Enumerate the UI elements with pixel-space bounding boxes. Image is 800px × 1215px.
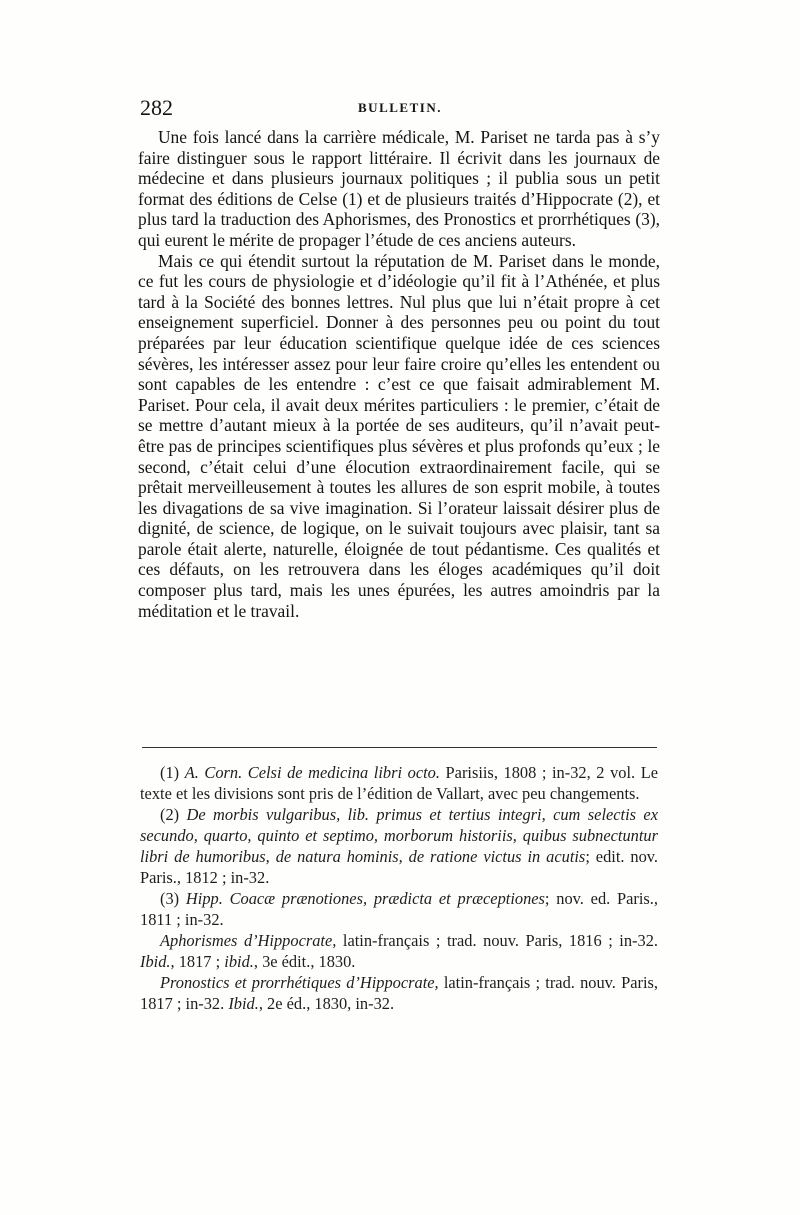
footnote-text: , 3e édit., 1830. bbox=[253, 952, 356, 971]
page-header bbox=[140, 94, 660, 122]
running-head: BULLETIN. bbox=[358, 100, 442, 115]
footnote-text: ; nov. ed. Paris., 1811 ; in-32. bbox=[140, 889, 658, 929]
footnote-5 bbox=[140, 972, 658, 1014]
footnote-ibid: Ibid. bbox=[140, 952, 171, 971]
footnote-text: , 2e éd., 1830, in-32. bbox=[258, 994, 395, 1013]
page-number: 282 bbox=[140, 95, 173, 120]
main-text bbox=[138, 127, 660, 621]
footnote-text: latin-français ; trad. nouv. Paris, 1817 ; in-32. bbox=[140, 973, 658, 1013]
footnote-mark: (2) bbox=[160, 805, 180, 824]
footnote-1 bbox=[140, 762, 658, 804]
footnote-title: A. Corn. Celsi de medicina libri octo. bbox=[184, 763, 440, 782]
footnote-text: Parisiis, 1808 ; in-32, 2 vol. Le texte et les divisions sont pris de l’édition de Vallart, avec peu changements. bbox=[140, 763, 658, 803]
footnote-4 bbox=[140, 930, 658, 972]
footnote-title: Aphorismes d’Hippocrate, bbox=[160, 931, 337, 950]
footnote-2 bbox=[140, 804, 658, 888]
paragraph: Mais ce qui étendit surtout la réputation de M. Pariset dans le monde, ce fut les cours de physiologie et d’idéologie qu’il fit à l’Athénée, et plus tard à la Société des bonnes lettres. Nul plus que lui n’était propre à cet enseignement superficiel. Donner à des personnes peu ou point du tout préparées par leur éducation scientifique quelque idée de ces sciences sévères, les intéresser assez pour leur faire croire qu’elles les entendent ou sont capables de les entendre : c’est ce que faisait admirablement M. Pariset. Pour cela, il avait deux mérites particuliers : le premier, c’était de se mettre d’autant mieux à la portée de ses auditeurs, qu’il n’avait peut-être pas de principes scientifiques plus sévères et plus profonds qu’eux ; le second, c’était celui d’une élocution extraordinairement facile, qui se prêtait merveilleusement à toutes les allures de son esprit mobile, à toutes les divagations de sa vive imagination. Si l’orateur laissait désirer plus de dignité, de science, de logique, on le suivait toujours avec plaisir, tant sa parole était alerte, naturelle, éloignée de tout pédantisme. Ces qualités et ces défauts, on les retrouvera dans les éloges académiques qu’il doit composer plus tard, mais les unes épurées, les autres amoindris par la méditation et le travail. bbox=[138, 250, 660, 621]
paragraph: Une fois lancé dans la carrière médicale, M. Pariset ne tarda pas à s’y faire distinguer sous le rapport littéraire. Il écrivit dans les journaux de médecine et dans plusieurs journaux politiques ; il publia sous un petit format des éditions de Celse (1) et de plusieurs traités d’Hippocrate (2), et plus tard la traduction des Aphorismes, des Pronostics et prorrhétiques (3), qui eurent le mérite de propager l’étude de ces anciens auteurs. bbox=[138, 127, 660, 250]
footnote-separator bbox=[142, 747, 657, 748]
footnote-ibid: ibid. bbox=[224, 952, 254, 971]
footnote-text: ; edit. nov. Paris., 1812 ; in-32. bbox=[140, 847, 659, 887]
footnote-text: , 1817 ; bbox=[170, 952, 221, 971]
footnote-title: De morbis vulgaribus, lib. primus et tertius integri, cum selectis ex secundo, quarto, quinto et septimo, morborum historiis, quibus subnectuntur libri de humoribus, de natura hominis, de ratione victus in acutis bbox=[140, 805, 658, 866]
footnote-title: Pronostics et prorrhétiques d’Hippocrate, bbox=[160, 973, 439, 992]
footnotes bbox=[140, 762, 658, 1014]
footnote-mark: (3) bbox=[160, 889, 180, 908]
footnote-mark: (1) bbox=[160, 763, 180, 782]
footnote-title: Hipp. Coacæ prænotiones, prædicta et præceptiones bbox=[185, 889, 545, 908]
footnote-ibid: Ibid. bbox=[228, 994, 259, 1013]
footnote-text: latin-français ; trad. nouv. Paris, 1816 ; in-32. bbox=[342, 931, 659, 950]
footnote-3 bbox=[140, 888, 658, 930]
